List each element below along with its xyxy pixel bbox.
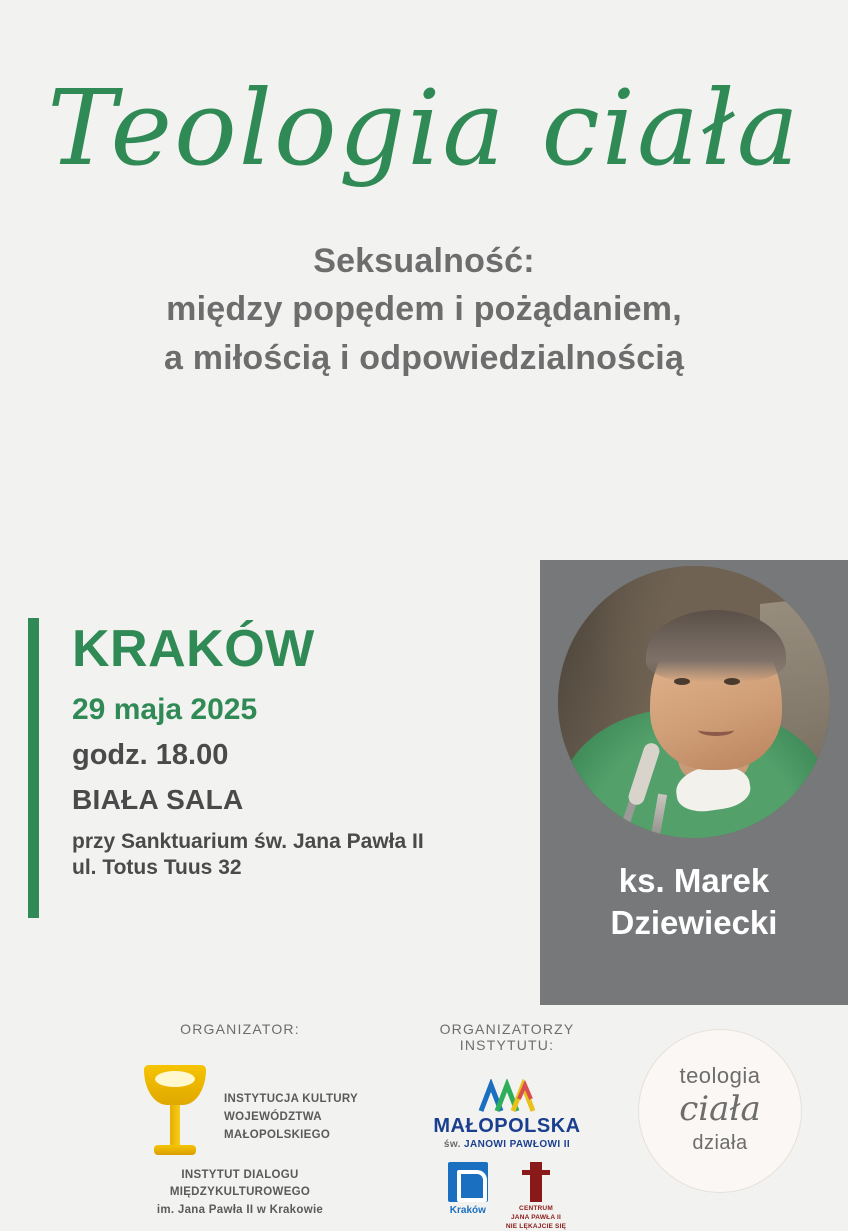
chalice-icon — [138, 1065, 212, 1161]
institute-organizers-label: ORGANIZATORZY INSTYTUTU: — [439, 1021, 575, 1053]
malopolska-subline-text: JANOWI PAWŁOWI II — [464, 1139, 571, 1150]
organizer-logo-row — [90, 1065, 390, 1161]
subtitle-line-1: Seksualność: — [313, 242, 535, 281]
jp2-centre-line-2: JANA PAWŁA II — [510, 1213, 562, 1221]
organizer-name — [90, 1167, 390, 1219]
photo-eye-left — [674, 678, 690, 685]
stamp-line-1: teologia — [679, 1063, 761, 1088]
cross-icon — [530, 1162, 542, 1202]
speaker-photo — [558, 566, 830, 838]
krakow-logo — [448, 1162, 488, 1216]
event-date: 29 maja 2025 — [72, 692, 258, 726]
organizer-column — [90, 1021, 390, 1219]
krakow-city-logo-icon — [448, 1162, 488, 1202]
organizer-name-line-1: INSTYTUT DIALOGU — [181, 1169, 299, 1181]
photo-mouth — [698, 724, 734, 736]
organizer-label: ORGANIZATOR: — [180, 1021, 300, 1037]
page-title: Teologia ciała — [47, 67, 801, 189]
organizer-institution-line-3: MAŁOPOLSKIEGO — [224, 1128, 331, 1141]
subtitle-line-2: między popędem i pożądaniem, — [166, 290, 682, 329]
chalice-cup-inner — [155, 1071, 195, 1087]
photo-eye-right — [724, 678, 740, 685]
event-city: KRAKÓW — [72, 620, 315, 678]
malopolska-logo — [392, 1079, 622, 1231]
organizer-name-line-2: MIĘDZYKULTUROWEGO — [169, 1186, 311, 1199]
speaker-panel — [540, 560, 848, 1005]
krakow-label: Kraków — [449, 1205, 486, 1216]
organizer-institution-line-1: INSTYTUCJA KULTURY — [224, 1093, 359, 1105]
stamp-line-2: ciała — [679, 1089, 761, 1129]
stamp-line-3: działa — [692, 1132, 748, 1155]
event-time: godz. 18.00 — [72, 738, 229, 771]
chalice-stem — [170, 1105, 180, 1145]
malopolska-subline-prefix: św. — [443, 1139, 461, 1150]
speaker-name-line-1: ks. Marek — [618, 862, 770, 899]
event-section — [0, 560, 848, 1005]
poster-header — [0, 0, 848, 189]
malopolska-wordmark: MAŁOPOLSKA — [433, 1115, 581, 1137]
malopolska-chevron-icon — [475, 1079, 539, 1113]
jp2-centre-logo — [506, 1162, 566, 1231]
event-details — [28, 622, 424, 880]
sub-logos-row — [392, 1162, 622, 1231]
organizer-name-line-3: im. Jana Pawła II w Krakowie — [156, 1203, 324, 1216]
organizer-institution-text — [224, 1065, 358, 1144]
event-address-line-1: przy Sanktuarium św. Jana Pawła II — [72, 829, 424, 853]
jp2-centre-text — [506, 1205, 566, 1231]
organizer-institution-line-2: WOJEWÓDZTWA — [224, 1110, 322, 1123]
malopolska-subline — [392, 1139, 622, 1150]
jp2-centre-line-1: CENTRUM — [519, 1205, 553, 1212]
chalice-foot — [154, 1145, 196, 1155]
speaker-name — [540, 860, 848, 944]
footer — [0, 1005, 848, 1230]
teologia-ciala-dziala-stamp — [638, 1029, 802, 1193]
subtitle — [0, 237, 848, 382]
subtitle-line-3: a miłością i odpowiedzialnością — [163, 338, 685, 377]
speaker-name-line-2: Dziewiecki — [610, 904, 778, 942]
event-venue: BIAŁA SALA — [72, 783, 244, 815]
jp2-centre-line-3: NIE LĘKAJCIE SIĘ — [505, 1222, 567, 1230]
event-address-line-2: ul. Totus Tuus 32 — [72, 855, 242, 879]
